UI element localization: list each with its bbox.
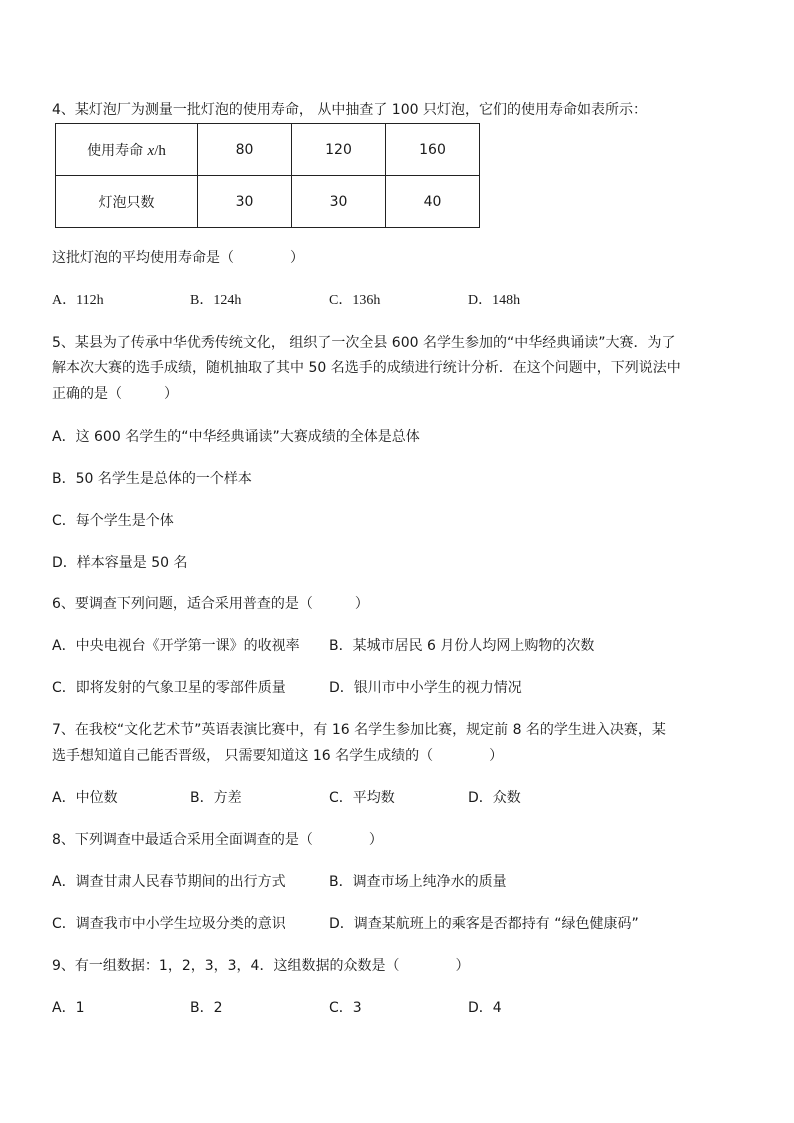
option-c[interactable]: C．调查我市中小学生垃圾分类的意识 — [52, 916, 286, 932]
lifetime-table — [55, 123, 480, 228]
option-a[interactable]: A．112h — [52, 293, 104, 308]
q4-question: 这批灯泡的平均使用寿命是（ ） — [52, 250, 304, 266]
option-a[interactable]: A．调查甘肃人民春节期间的出行方式 — [52, 874, 286, 890]
q6-stem: 6、要调查下列问题，适合采用普查的是（ ） — [52, 596, 369, 612]
q9-stem: 9、有一组数据：1，2，3，3，4．这组数据的众数是（ ） — [52, 958, 470, 974]
q5-option-c[interactable]: C．每个学生是个体 — [52, 513, 174, 529]
q5-option-a[interactable]: A．这 600 名学生的“中华经典诵读”大赛成绩的全体是总体 — [52, 429, 420, 445]
option-b[interactable]: B．方差 — [190, 790, 242, 806]
table-cell: 120 — [292, 124, 386, 176]
option-c[interactable]: C．平均数 — [329, 790, 395, 806]
option-a[interactable]: A．1 — [52, 1000, 85, 1016]
lifetime-variable: x — [147, 142, 155, 159]
option-c[interactable]: C．3 — [329, 1000, 362, 1016]
option-b[interactable]: B．124h — [190, 293, 242, 308]
q7-stem-line2: 选手想知道自己能否晋级， 只需要知道这 16 名学生成绩的（ ） — [52, 748, 504, 764]
table-header-count: 灯泡只数 — [56, 176, 198, 228]
option-d[interactable]: D．众数 — [468, 790, 521, 806]
lifetime-label: 使用寿命 — [87, 142, 148, 159]
q9-options — [52, 998, 752, 1018]
q7-options — [52, 788, 752, 808]
option-b[interactable]: B．2 — [190, 1000, 223, 1016]
q4-stem: 4、某灯泡厂为测量一批灯泡的使用寿命， 从中抽查了 100 只灯泡，它们的使用寿命如表所示： — [52, 102, 647, 118]
q8-options-row2 — [52, 914, 752, 934]
option-d[interactable]: D．调查某航班上的乘客是否都持有 “绿色健康码” — [329, 916, 639, 932]
table-row — [56, 124, 480, 176]
table-row — [56, 176, 480, 228]
option-d[interactable]: D．4 — [468, 1000, 502, 1016]
q5-option-d[interactable]: D．样本容量是 50 名 — [52, 555, 188, 571]
q8-stem: 8、下列调查中最适合采用全面调查的是（ ） — [52, 832, 383, 848]
table-cell: 160 — [386, 124, 480, 176]
option-d[interactable]: D．银川市中小学生的视力情况 — [329, 680, 522, 696]
q5-stem-line1: 5、某县为了传承中华优秀传统文化， 组织了一次全县 600 名学生参加的“中华经典诵读”大赛．为了 — [52, 335, 676, 351]
table-cell: 30 — [198, 176, 292, 228]
q8-options-row1 — [52, 872, 752, 892]
q6-options-row1 — [52, 636, 752, 656]
q7-stem-line1: 7、在我校“文化艺术节”英语表演比赛中，有 16 名学生参加比赛，规定前 8 名的学生进入决赛，某 — [52, 722, 666, 738]
option-a[interactable]: A．中位数 — [52, 790, 118, 806]
option-b[interactable]: B．某城市居民 6 月份人均网上购物的次数 — [329, 638, 595, 654]
table-cell: 80 — [198, 124, 292, 176]
q5-option-b[interactable]: B．50 名学生是总体的一个样本 — [52, 471, 252, 487]
option-d[interactable]: D．148h — [468, 293, 521, 308]
option-a[interactable]: A．中央电视台《开学第一课》的收视率 — [52, 638, 300, 654]
q5-stem-line2: 解本次大赛的选手成绩，随机抽取了其中 50 名选手的成绩进行统计分析．在这个问题中，下列说法中 — [52, 360, 681, 376]
table-header-lifetime — [56, 124, 198, 176]
q6-options-row2 — [52, 678, 752, 698]
option-b[interactable]: B．调查市场上纯净水的质量 — [329, 874, 507, 890]
option-c[interactable]: C．136h — [329, 293, 381, 308]
table-cell: 30 — [292, 176, 386, 228]
q4-options — [52, 291, 752, 311]
option-c[interactable]: C．即将发射的气象卫星的零部件质量 — [52, 680, 286, 696]
table-cell: 40 — [386, 176, 480, 228]
lifetime-unit: /h — [154, 142, 166, 159]
q5-stem-line3: 正确的是（ ） — [52, 386, 178, 402]
